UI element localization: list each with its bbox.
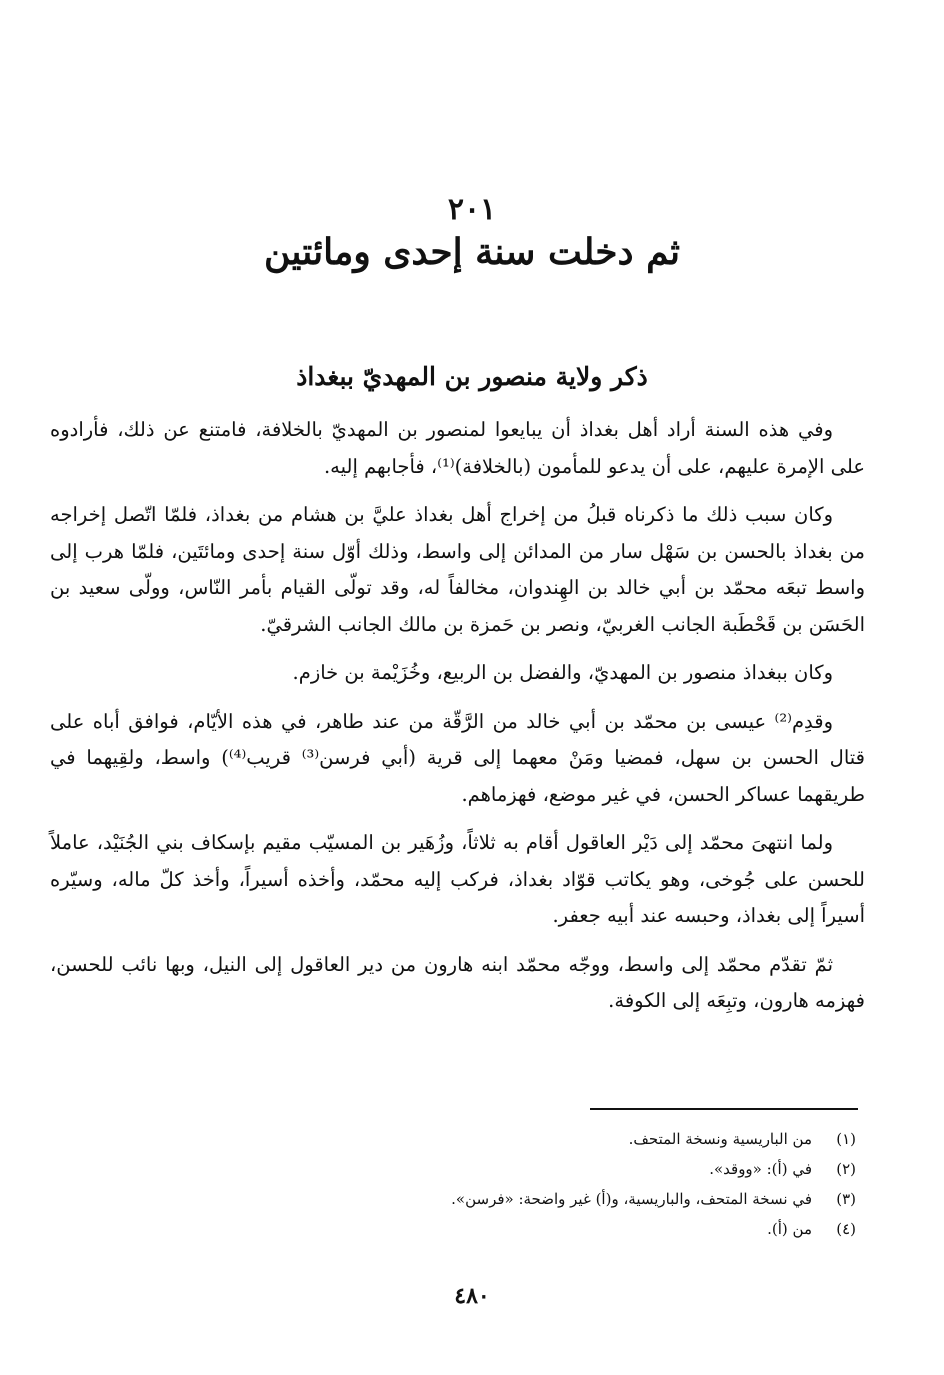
- year-number: ٢٠١: [447, 192, 497, 227]
- paragraph-6: ثمّ تقدّم محمّد إلى واسط، ووجّه محمّد ابنه هارون من دير العاقول إلى النيل، وبها نائب للحسن، فهزمه هارون، وتبِعَه إلى الكوفة.: [50, 952, 865, 1012]
- footnote-number: (٤): [836, 1220, 856, 1238]
- footnote-divider: [590, 1108, 858, 1110]
- footnote-text: من (أ).: [767, 1220, 812, 1238]
- body-text: [50, 412, 865, 1032]
- footnote-number: (٣): [836, 1190, 856, 1208]
- paragraph-3: وكان ببغداذ منصور بن المهديّ، والفضل بن الربيع، وخُزَيْمة بن خازم.: [292, 661, 833, 684]
- footnote-text: في (أ): «ووقد».: [709, 1160, 812, 1178]
- footnote-text: في نسخة المتحف، والباريسية، و(أ) غير واضحة: «فرسن».: [451, 1190, 812, 1208]
- page-title: ثم دخلت سنة إحدى ومائتين: [263, 231, 681, 273]
- footnote-number: (١): [836, 1130, 856, 1148]
- footnote-3: [156, 1184, 856, 1214]
- page-number: ٤٨٠: [454, 1283, 490, 1309]
- footnotes: [156, 1124, 856, 1244]
- section-title: ذكر ولاية منصور بن المهديّ ببغداذ: [296, 362, 648, 391]
- footnote-1: [156, 1124, 856, 1154]
- footnote-2: [156, 1154, 856, 1184]
- paragraph-4: وقدِم⁽²⁾ عيسى بن محمّد بن أبي خالد من الرَّقّة من عند طاهر، في هذه الأيّام، فوافق أباه على قتال الحسن بن سهل، فمضيا ومَنْ معهما إلى قرية (أبي فرسن⁽³⁾ قريب⁽⁴⁾) واسط، ولقِيهما في طريقهما عساكر الحسن، في غير موضع، فهزماهم.: [50, 709, 865, 806]
- footnote-number: (٢): [836, 1160, 856, 1178]
- paragraph-2: وكان سبب ذلك ما ذكرناه قبلُ من إخراج أهل بغداذ عليَّ بن هشام من بغداذ، فلمّا اتّصل إخراجه من بغداذ بالحسن بن سَهْل سار من المدائن إلى واسط، وذلك أوّل سنة إحدى ومائتَين، فلمّا هرب إلى واسط تبعَه محمّد بن أبي خالد بن الهِندوان، مخالفاً له، وقد تولّى القيام بأمر النّاس، وولّى سعيد بن الحَسَن بن قَحْطَبة الجانب الغربيّ، ونصر بن حَمزة بن مالك الجانب الشرقيّ.: [50, 503, 865, 636]
- paragraph-1: وفي هذه السنة أراد أهل بغداذ أن يبايعوا لمنصور بن المهديّ بالخلافة، فامتنع عن ذلك، فأرادوه على الإمرة عليهم، على أن يدعو للمأمون (بالخلافة)⁽¹⁾، فأجابهم إليه.: [50, 418, 865, 478]
- footnote-4: [156, 1214, 856, 1244]
- paragraph-5: ولما انتهىَ محمّد إلى دَيْر العاقول أقام به ثلاثاً، وزُهَير بن المسيّب مقيم بإسكاف بني الجُنَيْد، عاملاً للحسن على جُوخى، وهو يكاتب قوّاد بغداذ، فركب إليه محمّد، وأخذه أسيراً، وأخذ كلّ ماله، وسيّره أسيراً إلى بغداذ، وحبسه عند أبيه جعفر.: [50, 831, 865, 927]
- footnote-text: من الباريسية ونسخة المتحف.: [628, 1130, 812, 1148]
